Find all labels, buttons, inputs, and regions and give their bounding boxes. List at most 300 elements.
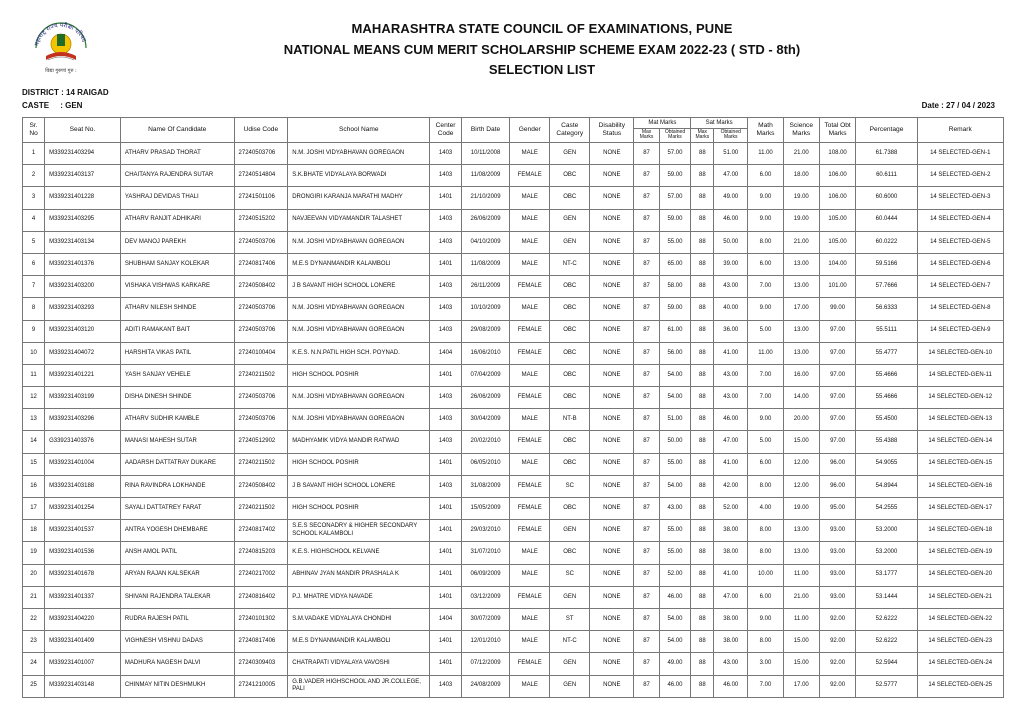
cell-disability-status: NONE bbox=[590, 298, 634, 320]
cell-seat-no: M339231401536 bbox=[45, 542, 121, 564]
cell-center-code: 1403 bbox=[430, 209, 462, 231]
cell-math-marks: 8.00 bbox=[748, 231, 784, 253]
table-row bbox=[23, 342, 1004, 364]
cell-science-marks: 21.00 bbox=[783, 143, 819, 165]
cell-birth-date: 31/08/2009 bbox=[461, 475, 509, 497]
cell-school-name: HIGH SCHOOL POSHIR bbox=[288, 498, 430, 520]
cell-mat-max: 87 bbox=[634, 209, 659, 231]
cell-total-marks: 97.00 bbox=[819, 342, 856, 364]
cell-sat-max: 88 bbox=[691, 586, 714, 608]
cell-sat-obtained: 43.00 bbox=[714, 653, 748, 675]
cell-caste-category: OBC bbox=[550, 320, 590, 342]
cell-school-name: CHATRAPATI VIDYALAYA VAVOSHI bbox=[288, 653, 430, 675]
col-mat-max: Max Marks bbox=[634, 128, 659, 142]
cell-udise-code: 27240503706 bbox=[234, 298, 288, 320]
cell-mat-max: 87 bbox=[634, 431, 659, 453]
cell-caste-category: OBC bbox=[550, 453, 590, 475]
cell-school-name: S.K.BHATE VIDYALAYA BORWADI bbox=[288, 165, 430, 187]
cell-school-name: N.M. JOSHI VIDYABHAVAN GOREGAON bbox=[288, 298, 430, 320]
table-row bbox=[23, 320, 1004, 342]
cell-total-marks: 99.00 bbox=[819, 298, 856, 320]
cell-caste-category: ST bbox=[550, 608, 590, 630]
cell-caste-category: OBC bbox=[550, 431, 590, 453]
cell-remark: 14 SELECTED-GEN-8 bbox=[917, 298, 1003, 320]
cell-caste-category: NT-C bbox=[550, 253, 590, 275]
cell-mat-obtained: 50.00 bbox=[659, 431, 691, 453]
cell-sat-max: 88 bbox=[691, 653, 714, 675]
cell-mat-max: 87 bbox=[634, 631, 659, 653]
cell-mat-obtained: 52.00 bbox=[659, 564, 691, 586]
cell-center-code: 1403 bbox=[430, 143, 462, 165]
cell-disability-status: NONE bbox=[590, 453, 634, 475]
cell-gender: MALE bbox=[510, 564, 550, 586]
cell-mat-obtained: 59.00 bbox=[659, 298, 691, 320]
col-srno: Sr. No bbox=[23, 118, 45, 143]
cell-math-marks: 5.00 bbox=[748, 320, 784, 342]
cell-percentage: 61.7388 bbox=[856, 143, 917, 165]
cell-udise-code: 27240817406 bbox=[234, 631, 288, 653]
exam-title: NATIONAL MEANS CUM MERIT SCHOLARSHIP SCHEME EXAM 2022-23 ( STD - 8th) bbox=[283, 42, 801, 57]
cell-sat-obtained: 38.00 bbox=[714, 608, 748, 630]
cell-sat-obtained: 42.00 bbox=[714, 475, 748, 497]
cell-center-code: 1401 bbox=[430, 364, 462, 386]
cell-candidate-name: CHAITANYA RAJENDRA SUTAR bbox=[120, 165, 234, 187]
cell-sat-obtained: 43.00 bbox=[714, 387, 748, 409]
cell-math-marks: 9.00 bbox=[748, 187, 784, 209]
cell-udise-code: 27240101302 bbox=[234, 608, 288, 630]
cell-mat-max: 87 bbox=[634, 675, 659, 697]
cell-birth-date: 03/12/2009 bbox=[461, 586, 509, 608]
cell-udise-code: 27240815203 bbox=[234, 542, 288, 564]
cell-candidate-name: SHIVANI RAJENDRA TALEKAR bbox=[120, 586, 234, 608]
cell-seat-no: M339231403294 bbox=[45, 143, 121, 165]
cell-seat-no: M339231403137 bbox=[45, 165, 121, 187]
cell-srno: 18 bbox=[23, 520, 45, 542]
cell-mat-max: 87 bbox=[634, 586, 659, 608]
cell-remark: 14 SELECTED-GEN-21 bbox=[917, 586, 1003, 608]
cell-seat-no: M339231401376 bbox=[45, 253, 121, 275]
cell-caste-category: OBC bbox=[550, 387, 590, 409]
cell-sat-max: 88 bbox=[691, 387, 714, 409]
cell-science-marks: 12.00 bbox=[783, 453, 819, 475]
cell-total-marks: 97.00 bbox=[819, 409, 856, 431]
cell-center-code: 1404 bbox=[430, 342, 462, 364]
selection-table bbox=[22, 117, 1004, 698]
cell-mat-obtained: 54.00 bbox=[659, 387, 691, 409]
col-dob: Birth Date bbox=[461, 118, 509, 143]
cell-math-marks: 8.00 bbox=[748, 475, 784, 497]
council-title: MAHARASHTRA STATE COUNCIL OF EXAMINATIONS, PUNE bbox=[351, 21, 733, 36]
cell-percentage: 60.0222 bbox=[856, 231, 917, 253]
cell-science-marks: 11.00 bbox=[783, 564, 819, 586]
cell-sat-max: 88 bbox=[691, 564, 714, 586]
cell-remark: 14 SELECTED-GEN-22 bbox=[917, 608, 1003, 630]
cell-sat-max: 88 bbox=[691, 187, 714, 209]
cell-math-marks: 9.00 bbox=[748, 608, 784, 630]
cell-srno: 14 bbox=[23, 431, 45, 453]
cell-seat-no: M339231401409 bbox=[45, 631, 121, 653]
cell-seat-no: M339231403148 bbox=[45, 675, 121, 697]
cell-birth-date: 12/01/2010 bbox=[461, 631, 509, 653]
cell-candidate-name: ANTRA YOGESH DHEMBARE bbox=[120, 520, 234, 542]
cell-srno: 24 bbox=[23, 653, 45, 675]
cell-math-marks: 6.00 bbox=[748, 453, 784, 475]
cell-mat-obtained: 43.00 bbox=[659, 498, 691, 520]
col-seat: Seat No. bbox=[45, 118, 121, 143]
cell-mat-max: 87 bbox=[634, 564, 659, 586]
cell-percentage: 53.2000 bbox=[856, 542, 917, 564]
cell-remark: 14 SELECTED-GEN-10 bbox=[917, 342, 1003, 364]
cell-math-marks: 7.00 bbox=[748, 387, 784, 409]
cell-candidate-name: SHUBHAM SANJAY KOLEKAR bbox=[120, 253, 234, 275]
cell-candidate-name: SAYALI DATTATREY FARAT bbox=[120, 498, 234, 520]
cell-disability-status: NONE bbox=[590, 342, 634, 364]
table-row bbox=[23, 231, 1004, 253]
cell-percentage: 54.8944 bbox=[856, 475, 917, 497]
cell-center-code: 1401 bbox=[430, 631, 462, 653]
cell-mat-max: 87 bbox=[634, 608, 659, 630]
cell-mat-max: 87 bbox=[634, 298, 659, 320]
cell-sat-obtained: 36.00 bbox=[714, 320, 748, 342]
cell-mat-obtained: 56.00 bbox=[659, 342, 691, 364]
cell-disability-status: NONE bbox=[590, 364, 634, 386]
cell-gender: MALE bbox=[510, 675, 550, 697]
cell-sat-max: 88 bbox=[691, 675, 714, 697]
cell-disability-status: NONE bbox=[590, 475, 634, 497]
cell-candidate-name: ADITI RAMAKANT BAIT bbox=[120, 320, 234, 342]
cell-total-marks: 92.00 bbox=[819, 675, 856, 697]
cell-disability-status: NONE bbox=[590, 653, 634, 675]
cell-school-name: K.E.S. N.N.PATIL HIGH SCH. POYNAD. bbox=[288, 342, 430, 364]
cell-science-marks: 19.00 bbox=[783, 209, 819, 231]
cell-srno: 16 bbox=[23, 475, 45, 497]
table-row bbox=[23, 276, 1004, 298]
cell-remark: 14 SELECTED-GEN-20 bbox=[917, 564, 1003, 586]
cell-birth-date: 16/06/2010 bbox=[461, 342, 509, 364]
cell-mat-obtained: 57.00 bbox=[659, 143, 691, 165]
cell-remark: 14 SELECTED-GEN-1 bbox=[917, 143, 1003, 165]
cell-science-marks: 13.00 bbox=[783, 276, 819, 298]
cell-sat-max: 88 bbox=[691, 143, 714, 165]
cell-sat-obtained: 51.00 bbox=[714, 143, 748, 165]
cell-mat-obtained: 54.00 bbox=[659, 631, 691, 653]
cell-caste-category: OBC bbox=[550, 165, 590, 187]
cell-seat-no: M339231403200 bbox=[45, 276, 121, 298]
cell-school-name: K.E.S. HIGHSCHOOL KELVANE bbox=[288, 542, 430, 564]
cell-srno: 4 bbox=[23, 209, 45, 231]
cell-center-code: 1401 bbox=[430, 498, 462, 520]
cell-science-marks: 19.00 bbox=[783, 498, 819, 520]
cell-udise-code: 27240512902 bbox=[234, 431, 288, 453]
cell-science-marks: 13.00 bbox=[783, 320, 819, 342]
cell-mat-obtained: 55.00 bbox=[659, 520, 691, 542]
table-row bbox=[23, 187, 1004, 209]
cell-seat-no: M339231401228 bbox=[45, 187, 121, 209]
cell-total-marks: 108.00 bbox=[819, 143, 856, 165]
cell-total-marks: 97.00 bbox=[819, 320, 856, 342]
cell-school-name: N.M. JOSHI VIDYABHAVAN GOREGAON bbox=[288, 143, 430, 165]
cell-science-marks: 18.00 bbox=[783, 165, 819, 187]
table-row bbox=[23, 475, 1004, 497]
cell-mat-max: 87 bbox=[634, 165, 659, 187]
cell-percentage: 55.4666 bbox=[856, 364, 917, 386]
cell-seat-no: M339231401678 bbox=[45, 564, 121, 586]
cell-percentage: 53.1777 bbox=[856, 564, 917, 586]
cell-percentage: 56.6333 bbox=[856, 298, 917, 320]
cell-total-marks: 93.00 bbox=[819, 520, 856, 542]
cell-seat-no: G339231403376 bbox=[45, 431, 121, 453]
cell-disability-status: NONE bbox=[590, 165, 634, 187]
cell-seat-no: M339231401537 bbox=[45, 520, 121, 542]
cell-srno: 8 bbox=[23, 298, 45, 320]
cell-srno: 19 bbox=[23, 542, 45, 564]
cell-percentage: 52.6222 bbox=[856, 631, 917, 653]
cell-disability-status: NONE bbox=[590, 675, 634, 697]
cell-seat-no: M339231403293 bbox=[45, 298, 121, 320]
cell-birth-date: 15/05/2009 bbox=[461, 498, 509, 520]
cell-srno: 2 bbox=[23, 165, 45, 187]
cell-total-marks: 105.00 bbox=[819, 231, 856, 253]
cell-remark: 14 SELECTED-GEN-15 bbox=[917, 453, 1003, 475]
cell-school-name: N.M. JOSHI VIDYABHAVAN GOREGAON bbox=[288, 409, 430, 431]
cell-percentage: 57.7666 bbox=[856, 276, 917, 298]
cell-seat-no: M339231401254 bbox=[45, 498, 121, 520]
cell-srno: 7 bbox=[23, 276, 45, 298]
cell-total-marks: 93.00 bbox=[819, 586, 856, 608]
table-row bbox=[23, 608, 1004, 630]
table-row bbox=[23, 253, 1004, 275]
cell-sat-max: 88 bbox=[691, 276, 714, 298]
list-title: SELECTION LIST bbox=[488, 62, 596, 77]
cell-total-marks: 104.00 bbox=[819, 253, 856, 275]
cell-gender: MALE bbox=[510, 608, 550, 630]
table-row bbox=[23, 143, 1004, 165]
cell-caste-category: NT-B bbox=[550, 409, 590, 431]
cell-udise-code: 27240508402 bbox=[234, 276, 288, 298]
cell-caste-category: GEN bbox=[550, 231, 590, 253]
cell-caste-category: GEN bbox=[550, 209, 590, 231]
cell-math-marks: 8.00 bbox=[748, 520, 784, 542]
cell-total-marks: 95.00 bbox=[819, 498, 856, 520]
cell-birth-date: 26/11/2009 bbox=[461, 276, 509, 298]
cell-sat-max: 88 bbox=[691, 498, 714, 520]
cell-percentage: 54.2555 bbox=[856, 498, 917, 520]
cell-percentage: 55.4777 bbox=[856, 342, 917, 364]
cell-candidate-name: ATHARV RANJIT ADHIKARI bbox=[120, 209, 234, 231]
cell-birth-date: 10/10/2009 bbox=[461, 298, 509, 320]
cell-percentage: 53.2000 bbox=[856, 520, 917, 542]
cell-center-code: 1401 bbox=[430, 586, 462, 608]
cell-sat-obtained: 47.00 bbox=[714, 165, 748, 187]
cell-sat-max: 88 bbox=[691, 298, 714, 320]
table-row bbox=[23, 631, 1004, 653]
cell-remark: 14 SELECTED-GEN-4 bbox=[917, 209, 1003, 231]
cell-caste-category: OBC bbox=[550, 187, 590, 209]
col-sat-max: Max Marks bbox=[691, 128, 714, 142]
cell-remark: 14 SELECTED-GEN-24 bbox=[917, 653, 1003, 675]
cell-seat-no: M339231403199 bbox=[45, 387, 121, 409]
cell-remark: 14 SELECTED-GEN-5 bbox=[917, 231, 1003, 253]
cell-seat-no: M339231403120 bbox=[45, 320, 121, 342]
cell-caste-category: SC bbox=[550, 564, 590, 586]
cell-udise-code: 27240217002 bbox=[234, 564, 288, 586]
cell-seat-no: M339231401007 bbox=[45, 653, 121, 675]
cell-center-code: 1403 bbox=[430, 298, 462, 320]
cell-gender: MALE bbox=[510, 187, 550, 209]
cell-mat-obtained: 59.00 bbox=[659, 165, 691, 187]
cell-mat-max: 87 bbox=[634, 498, 659, 520]
cell-total-marks: 96.00 bbox=[819, 475, 856, 497]
cell-srno: 23 bbox=[23, 631, 45, 653]
cell-total-marks: 92.00 bbox=[819, 631, 856, 653]
cell-school-name: DRONGIRI KARANJA MARATHI MADHY bbox=[288, 187, 430, 209]
cell-center-code: 1404 bbox=[430, 608, 462, 630]
cell-udise-code: 27240515202 bbox=[234, 209, 288, 231]
cell-udise-code: 27240817402 bbox=[234, 520, 288, 542]
cell-candidate-name: DISHA DINESH SHINDE bbox=[120, 387, 234, 409]
cell-birth-date: 11/08/2009 bbox=[461, 253, 509, 275]
cell-center-code: 1403 bbox=[430, 431, 462, 453]
table-row bbox=[23, 653, 1004, 675]
col-science: Science Marks bbox=[783, 118, 819, 143]
cell-gender: FEMALE bbox=[510, 498, 550, 520]
cell-science-marks: 20.00 bbox=[783, 409, 819, 431]
cell-center-code: 1401 bbox=[430, 653, 462, 675]
cell-sat-max: 88 bbox=[691, 364, 714, 386]
cell-birth-date: 11/08/2009 bbox=[461, 165, 509, 187]
cell-remark: 14 SELECTED-GEN-25 bbox=[917, 675, 1003, 697]
cell-candidate-name: MANASI MAHESH SUTAR bbox=[120, 431, 234, 453]
cell-school-name: M.E.S DYNANMANDIR KALAMBOLI bbox=[288, 631, 430, 653]
table-row bbox=[23, 364, 1004, 386]
cell-mat-max: 87 bbox=[634, 187, 659, 209]
cell-candidate-name: DEV MANOJ PAREKH bbox=[120, 231, 234, 253]
cell-percentage: 60.6000 bbox=[856, 187, 917, 209]
cell-sat-obtained: 41.00 bbox=[714, 564, 748, 586]
cell-sat-obtained: 47.00 bbox=[714, 586, 748, 608]
cell-percentage: 52.5777 bbox=[856, 675, 917, 697]
cell-gender: FEMALE bbox=[510, 387, 550, 409]
caste-label: CASTE : GEN bbox=[22, 101, 83, 110]
cell-math-marks: 9.00 bbox=[748, 298, 784, 320]
cell-birth-date: 26/06/2009 bbox=[461, 387, 509, 409]
cell-sat-max: 88 bbox=[691, 431, 714, 453]
cell-candidate-name: AADARSH DATTATRAY DUKARE bbox=[120, 453, 234, 475]
cell-sat-obtained: 52.00 bbox=[714, 498, 748, 520]
cell-srno: 9 bbox=[23, 320, 45, 342]
cell-center-code: 1403 bbox=[430, 675, 462, 697]
cell-udise-code: 27241501106 bbox=[234, 187, 288, 209]
table-row bbox=[23, 387, 1004, 409]
cell-candidate-name: ATHARV PRASAD THORAT bbox=[120, 143, 234, 165]
cell-center-code: 1403 bbox=[430, 409, 462, 431]
cell-sat-max: 88 bbox=[691, 453, 714, 475]
cell-science-marks: 12.00 bbox=[783, 475, 819, 497]
cell-remark: 14 SELECTED-GEN-14 bbox=[917, 431, 1003, 453]
district-label: DISTRICT : 14 RAIGAD bbox=[22, 88, 109, 97]
cell-caste-category: GEN bbox=[550, 675, 590, 697]
cell-total-marks: 96.00 bbox=[819, 453, 856, 475]
cell-gender: FEMALE bbox=[510, 431, 550, 453]
cell-sat-obtained: 46.00 bbox=[714, 409, 748, 431]
col-remark: Remark bbox=[917, 118, 1003, 143]
cell-candidate-name: VIGHNESH VISHNU DADAS bbox=[120, 631, 234, 653]
cell-caste-category: GEN bbox=[550, 586, 590, 608]
cell-gender: MALE bbox=[510, 453, 550, 475]
cell-mat-obtained: 54.00 bbox=[659, 364, 691, 386]
cell-mat-max: 87 bbox=[634, 475, 659, 497]
date-label: Date : 27 / 04 / 2023 bbox=[921, 101, 995, 110]
cell-mat-obtained: 54.00 bbox=[659, 608, 691, 630]
cell-srno: 25 bbox=[23, 675, 45, 697]
cell-udise-code: 27240816402 bbox=[234, 586, 288, 608]
cell-gender: MALE bbox=[510, 542, 550, 564]
cell-mat-obtained: 65.00 bbox=[659, 253, 691, 275]
cell-science-marks: 21.00 bbox=[783, 586, 819, 608]
cell-birth-date: 04/10/2009 bbox=[461, 231, 509, 253]
cell-center-code: 1401 bbox=[430, 542, 462, 564]
cell-percentage: 55.5111 bbox=[856, 320, 917, 342]
cell-srno: 22 bbox=[23, 608, 45, 630]
cell-disability-status: NONE bbox=[590, 187, 634, 209]
cell-caste-category: SC bbox=[550, 475, 590, 497]
cell-disability-status: NONE bbox=[590, 631, 634, 653]
cell-sat-obtained: 38.00 bbox=[714, 520, 748, 542]
cell-gender: MALE bbox=[510, 409, 550, 431]
cell-math-marks: 3.00 bbox=[748, 653, 784, 675]
cell-gender: FEMALE bbox=[510, 320, 550, 342]
cell-caste-category: OBC bbox=[550, 298, 590, 320]
cell-candidate-name: ATHARV SUDHIR KAMBLE bbox=[120, 409, 234, 431]
cell-udise-code: 27240817406 bbox=[234, 253, 288, 275]
cell-srno: 6 bbox=[23, 253, 45, 275]
cell-caste-category: GEN bbox=[550, 520, 590, 542]
cell-disability-status: NONE bbox=[590, 431, 634, 453]
cell-sat-obtained: 38.00 bbox=[714, 542, 748, 564]
col-center: Center Code bbox=[430, 118, 462, 143]
cell-math-marks: 7.00 bbox=[748, 276, 784, 298]
cell-total-marks: 101.00 bbox=[819, 276, 856, 298]
cell-udise-code: 27240503706 bbox=[234, 409, 288, 431]
cell-disability-status: NONE bbox=[590, 276, 634, 298]
cell-math-marks: 6.00 bbox=[748, 165, 784, 187]
cell-udise-code: 27240100404 bbox=[234, 342, 288, 364]
cell-disability-status: NONE bbox=[590, 564, 634, 586]
cell-srno: 21 bbox=[23, 586, 45, 608]
cell-caste-category: OBC bbox=[550, 364, 590, 386]
cell-percentage: 52.6222 bbox=[856, 608, 917, 630]
cell-mat-obtained: 59.00 bbox=[659, 209, 691, 231]
cell-udise-code: 27240309403 bbox=[234, 653, 288, 675]
col-name: Name Of Candidate bbox=[120, 118, 234, 143]
cell-gender: MALE bbox=[510, 209, 550, 231]
table-row bbox=[23, 165, 1004, 187]
cell-birth-date: 06/05/2010 bbox=[461, 453, 509, 475]
table-row bbox=[23, 520, 1004, 542]
cell-sat-max: 88 bbox=[691, 342, 714, 364]
cell-mat-max: 87 bbox=[634, 653, 659, 675]
cell-science-marks: 17.00 bbox=[783, 675, 819, 697]
cell-science-marks: 14.00 bbox=[783, 387, 819, 409]
cell-percentage: 52.5944 bbox=[856, 653, 917, 675]
cell-school-name: N.M. JOSHI VIDYABHAVAN GOREGAON bbox=[288, 387, 430, 409]
table-row bbox=[23, 431, 1004, 453]
cell-school-name: S.E.S SECONADRY & HIGHER SECONDARY SCHOOL KALAMBOLI bbox=[288, 520, 430, 542]
cell-sat-obtained: 46.00 bbox=[714, 209, 748, 231]
cell-gender: FEMALE bbox=[510, 165, 550, 187]
cell-srno: 3 bbox=[23, 187, 45, 209]
cell-srno: 10 bbox=[23, 342, 45, 364]
